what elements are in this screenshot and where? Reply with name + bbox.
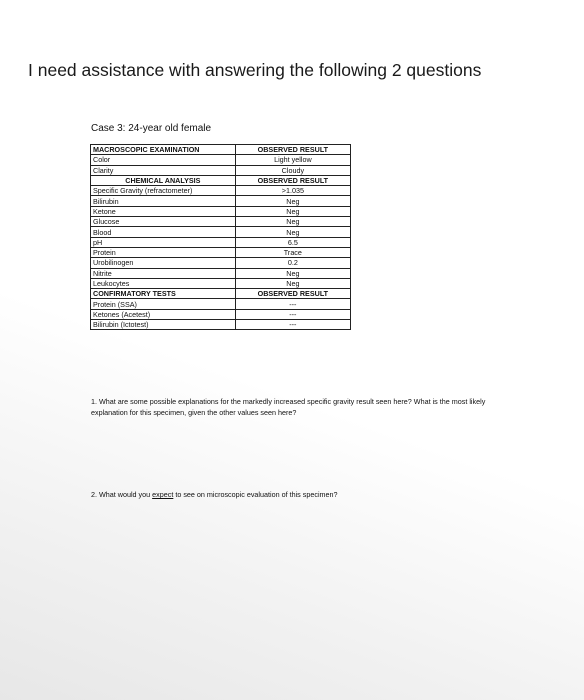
test-result: --- <box>235 320 350 330</box>
test-name: Protein (SSA) <box>91 299 236 309</box>
test-name: Protein <box>91 247 236 257</box>
column-header-observed: OBSERVED RESULT <box>235 175 350 185</box>
section-header-confirmatory <box>91 289 351 299</box>
test-name: Leukocytes <box>91 278 236 288</box>
question-2-emphasis: expect <box>152 490 174 499</box>
table-row <box>91 299 351 309</box>
table-row <box>91 258 351 268</box>
test-result: Neg <box>235 196 350 206</box>
table-row <box>91 196 351 206</box>
question-2 <box>91 490 511 499</box>
test-name: Bilirubin <box>91 196 236 206</box>
test-name: Ketone <box>91 206 236 216</box>
table-row <box>91 217 351 227</box>
table-row <box>91 206 351 216</box>
test-result: Light yellow <box>235 155 350 165</box>
test-result: Trace <box>235 247 350 257</box>
table-row <box>91 309 351 319</box>
column-header-observed: OBSERVED RESULT <box>235 145 350 155</box>
test-name: Urobilinogen <box>91 258 236 268</box>
case-title: Case 3: 24-year old female <box>91 123 212 134</box>
test-result: Neg <box>235 206 350 216</box>
test-result: --- <box>235 309 350 319</box>
test-result: Neg <box>235 278 350 288</box>
table-row <box>91 237 351 247</box>
test-name: Clarity <box>91 165 236 175</box>
test-result: Neg <box>235 217 350 227</box>
test-result: Neg <box>235 227 350 237</box>
lab-results-table <box>90 144 351 330</box>
test-result: --- <box>235 299 350 309</box>
question-2-text-after: to see on microscopic evaluation of this specimen? <box>173 490 338 499</box>
test-result: 6.5 <box>235 237 350 247</box>
table-row <box>91 227 351 237</box>
section-title: CHEMICAL ANALYSIS <box>91 175 236 185</box>
table-row <box>91 278 351 288</box>
test-name: Specific Gravity (refractometer) <box>91 186 236 196</box>
page-heading: I need assistance with answering the following 2 questions <box>28 60 482 80</box>
test-name: Bilirubin (Ictotest) <box>91 320 236 330</box>
test-name: Blood <box>91 227 236 237</box>
question-1: 1. What are some possible explanations for the markedly increased specific gravity result seen here? What is the most likely explanation for this specimen, given the other values seen here? <box>91 397 486 417</box>
test-result: Cloudy <box>235 165 350 175</box>
test-name: Ketones (Acetest) <box>91 309 236 319</box>
section-header-chemical <box>91 175 351 185</box>
column-header-observed: OBSERVED RESULT <box>235 289 350 299</box>
test-name: pH <box>91 237 236 247</box>
table-row <box>91 165 351 175</box>
section-header-macroscopic <box>91 145 351 155</box>
test-name: Glucose <box>91 217 236 227</box>
section-title: CONFIRMATORY TESTS <box>91 289 236 299</box>
test-result: 0.2 <box>235 258 350 268</box>
table-row <box>91 268 351 278</box>
test-result: Neg <box>235 268 350 278</box>
table-row <box>91 320 351 330</box>
table-row <box>91 155 351 165</box>
table-row <box>91 247 351 257</box>
table-row <box>91 186 351 196</box>
section-title: MACROSCOPIC EXAMINATION <box>91 145 236 155</box>
test-result: >1.035 <box>235 186 350 196</box>
test-name: Color <box>91 155 236 165</box>
question-2-text-before: 2. What would you <box>91 490 153 499</box>
test-name: Nitrite <box>91 268 236 278</box>
